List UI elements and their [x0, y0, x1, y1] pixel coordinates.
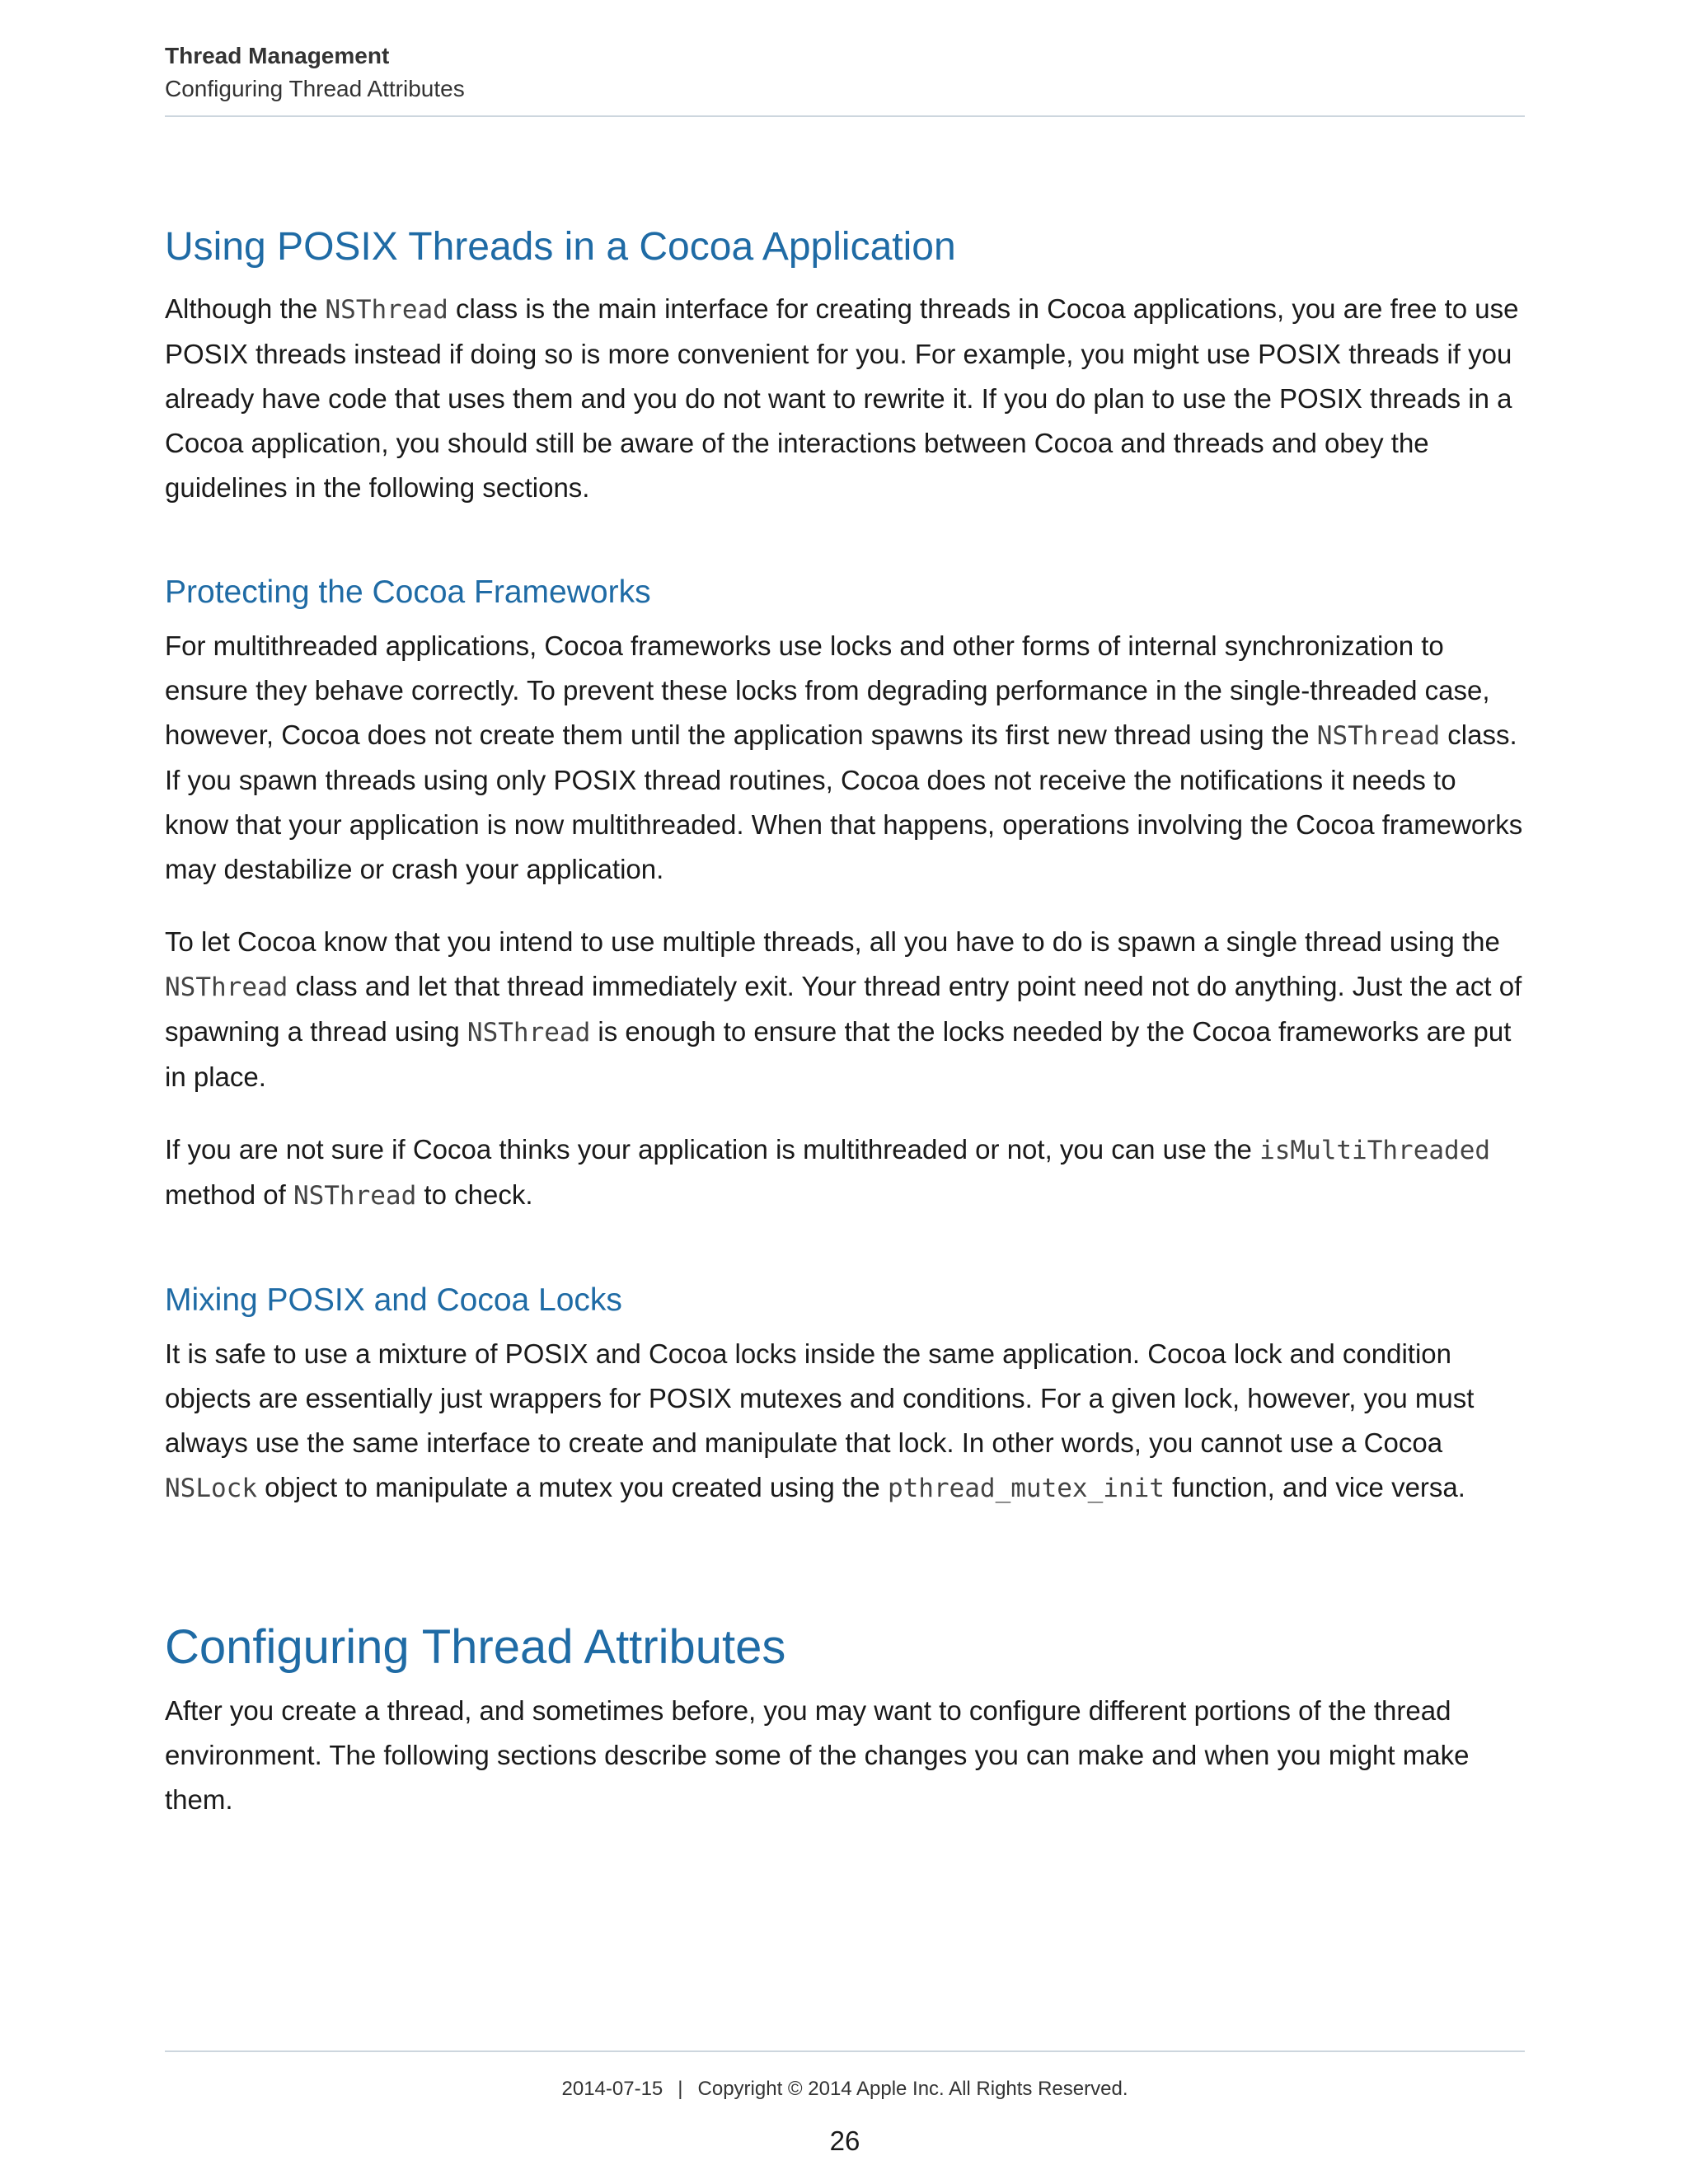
heading-configuring-thread-attributes: Configuring Thread Attributes — [165, 1620, 786, 1674]
code-nsthread: NSThread — [467, 1018, 591, 1047]
footer-copyright: Copyright © 2014 Apple Inc. All Rights Reserved. — [697, 2078, 1128, 2100]
code-ismultithreaded: isMultiThreaded — [1259, 1136, 1491, 1165]
footer-date: 2014-07-15 — [561, 2078, 663, 2100]
page-footer — [165, 2050, 1525, 2158]
header-chapter-title: Thread Management — [165, 43, 390, 68]
code-nslock: NSLock — [165, 1474, 257, 1503]
text-run: class and let that thread immediately exit. Your thread entry point need not do anything. Just the act of spawning a thread using — [165, 971, 1522, 1047]
heading-protecting-cocoa-frameworks: Protecting the Cocoa Frameworks — [165, 574, 651, 610]
heading-mixing-posix-cocoa-locks: Mixing POSIX and Cocoa Locks — [165, 1282, 622, 1318]
text-run: function, and vice versa. — [1164, 1472, 1465, 1502]
text-run: Although the — [165, 293, 326, 324]
text-run: For multithreaded applications, Cocoa frameworks use locks and other forms of internal synchronization to ensure they behave correctly. To prevent these locks from degrading performance in the single-threaded case, however, Cocoa does not create them until the application spawns its first new thread using the — [165, 630, 1490, 750]
paragraph-configuring-intro: After you create a thread, and sometimes before, you may want to configure different portions of the thread environment. The following sections describe some of the changes you can make and when you might make them. — [165, 1695, 1470, 1815]
main-content — [165, 223, 1525, 1850]
document-page — [165, 0, 1525, 2184]
code-nsthread: NSThread — [165, 972, 288, 1002]
page-number: 26 — [829, 2125, 860, 2156]
code-pthread-mutex-init: pthread_mutex_init — [887, 1474, 1165, 1503]
code-nsthread: NSThread — [1316, 721, 1441, 751]
code-nsthread: NSThread — [293, 1181, 417, 1211]
footer-copyright-line — [165, 2075, 1525, 2103]
text-run: object to manipulate a mutex you created using the — [256, 1472, 888, 1502]
paragraph-mixing-locks — [165, 1332, 1525, 1511]
text-run: If you are not sure if Cocoa thinks your application is multithreaded or not, you can use the — [165, 1134, 1260, 1165]
text-run: is enough to ensure that the locks needed by the Cocoa frameworks are put in place. — [165, 1016, 1512, 1092]
paragraph-protecting-2 — [165, 920, 1525, 1099]
paragraph-protecting-1 — [165, 624, 1525, 892]
footer-separator: | — [678, 2078, 683, 2100]
running-header — [165, 40, 1525, 117]
text-run: method of — [165, 1179, 293, 1210]
paragraph-protecting-3 — [165, 1127, 1525, 1218]
paragraph-posix-intro — [165, 287, 1525, 510]
code-nsthread: NSThread — [325, 295, 448, 325]
header-section-title: Configuring Thread Attributes — [165, 76, 465, 101]
text-run: to check. — [416, 1179, 533, 1210]
text-run: class is the main interface for creating threads in Cocoa applications, you are free to use POSIX threads instead if doing so is more convenient for you. For example, you might use POSIX threads if you already have code that uses them and you do not want to rewrite it. If you do plan to use the POSIX threads in a Cocoa application, you should still be aware of the interactions between Cocoa and threads and obey the guidelines in the following sections. — [165, 293, 1519, 503]
text-run: class. If you spawn threads using only POSIX thread routines, Cocoa does not receive the notifications it needs to know that your application is now multithreaded. When that happens, operations involving the Cocoa frameworks may destabilize or crash your application. — [165, 719, 1523, 884]
text-run: It is safe to use a mixture of POSIX and Cocoa locks inside the same application. Cocoa lock and condition objects are essentially just wrappers for POSIX mutexes and conditions. For a given lock, however, you must always use the same interface to create and manipulate that lock. In other words, you cannot use a Cocoa — [165, 1338, 1475, 1458]
heading-using-posix-threads: Using POSIX Threads in a Cocoa Application — [165, 225, 956, 269]
text-run: To let Cocoa know that you intend to use multiple threads, all you have to do is spawn a single thread using the — [165, 926, 1500, 957]
